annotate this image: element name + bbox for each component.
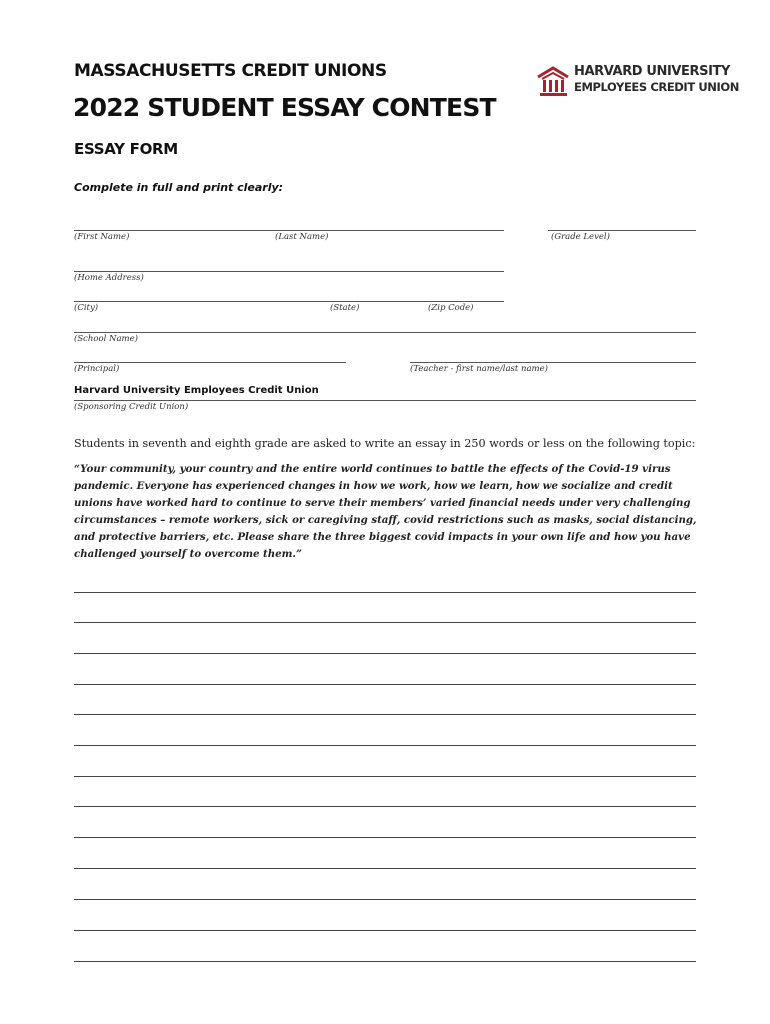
logo-text-line2: EMPLOYEES CREDIT UNION	[574, 80, 740, 94]
zip-code-label: (Zip Code)	[428, 303, 474, 313]
city-label: (City)	[74, 303, 99, 313]
essay-prompt: Students in seventh and eighth grade are asked to write an essay in 250 words or less on the following topic:	[74, 437, 696, 450]
essay-writing-line[interactable]	[74, 745, 696, 746]
sponsoring-credit-union-value: Harvard University Employees Credit Union	[74, 385, 319, 396]
essay-writing-line[interactable]	[74, 684, 696, 685]
grade-level-label: (Grade Level)	[551, 232, 610, 242]
state-label: (State)	[330, 303, 360, 313]
form-title: ESSAY FORM	[74, 140, 178, 158]
city-state-zip-field-line[interactable]	[74, 301, 504, 302]
essay-writing-line[interactable]	[74, 806, 696, 807]
sponsoring-credit-union-field-line[interactable]	[74, 400, 696, 401]
essay-writing-line[interactable]	[74, 961, 696, 962]
essay-writing-line[interactable]	[74, 899, 696, 900]
building-columns-icon	[536, 65, 570, 97]
essay-topic-quote: “Your community, your country and the entire world continues to battle the effects of the Covid-19 virus pandemic. Everyone has experienced changes in how we work, how we learn, how we socialize and credit unions have worked hard to continue to serve their members’ varied financial needs under very challenging circumstances – remote workers, sick or caregiving staff, covid restrictions such as masks, social distancing, and protective barriers, etc. Please share the three biggest covid impacts in your own life and how you have challenged yourself to overcome them.”	[74, 463, 697, 560]
name-field-line[interactable]	[74, 230, 504, 231]
school-name-field-line[interactable]	[74, 332, 696, 333]
grade-level-field-line[interactable]	[548, 230, 696, 231]
last-name-label: (Last Name)	[275, 232, 329, 242]
essay-writing-line[interactable]	[74, 714, 696, 715]
principal-field-line[interactable]	[74, 362, 346, 363]
essay-writing-line[interactable]	[74, 868, 696, 869]
school-name-label: (School Name)	[74, 334, 138, 344]
home-address-field-line[interactable]	[74, 271, 504, 272]
essay-writing-line[interactable]	[74, 930, 696, 931]
essay-writing-line[interactable]	[74, 837, 696, 838]
page-title: 2022 STUDENT ESSAY CONTEST	[73, 93, 496, 122]
teacher-field-line[interactable]	[410, 362, 696, 363]
first-name-label: (First Name)	[74, 232, 130, 242]
teacher-label: (Teacher - first name/last name)	[410, 364, 548, 374]
essay-writing-line[interactable]	[74, 592, 696, 593]
credit-union-logo	[536, 64, 740, 98]
principal-label: (Principal)	[74, 364, 120, 374]
essay-writing-line[interactable]	[74, 653, 696, 654]
logo-text-line1: HARVARD UNIVERSITY	[574, 64, 731, 79]
home-address-label: (Home Address)	[74, 273, 144, 283]
essay-writing-line[interactable]	[74, 622, 696, 623]
organization-kicker: MASSACHUSETTS CREDIT UNIONS	[74, 61, 387, 81]
essay-writing-line[interactable]	[74, 776, 696, 777]
sponsoring-credit-union-label: (Sponsoring Credit Union)	[74, 402, 189, 412]
form-instruction: Complete in full and print clearly:	[74, 181, 284, 194]
